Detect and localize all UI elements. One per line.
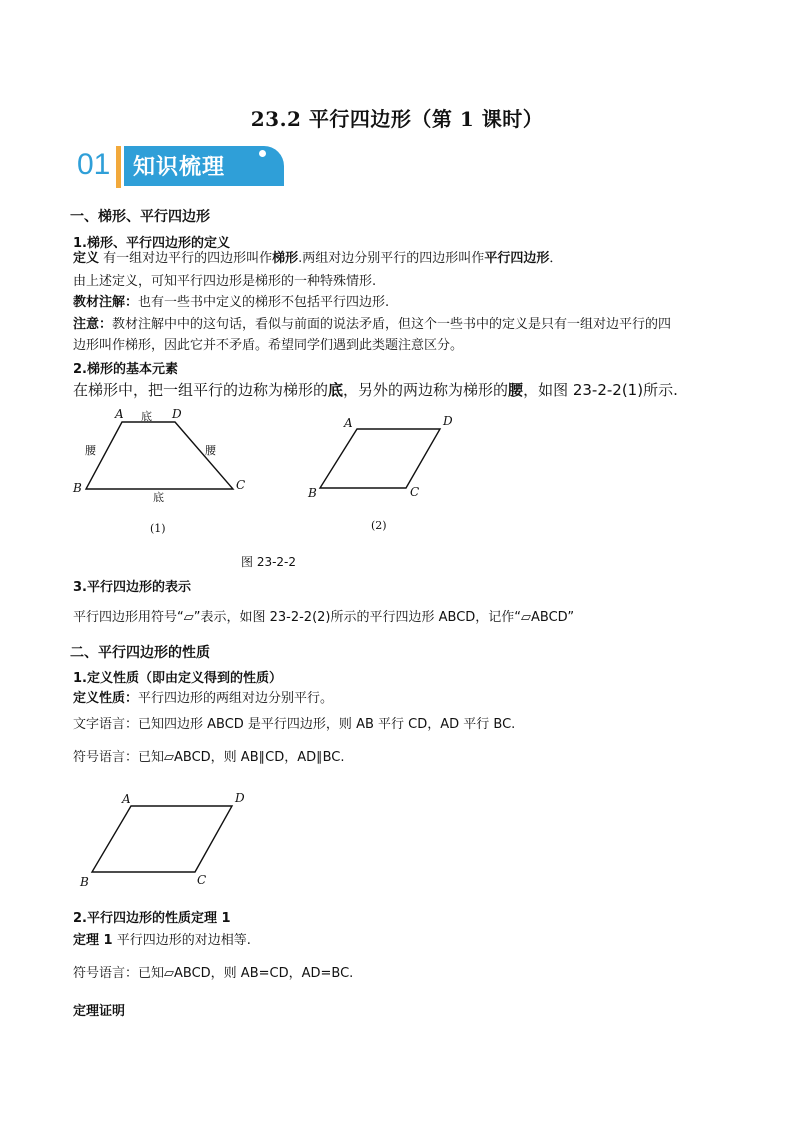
definition-text-a: 有一组对边平行的四边形叫作 (99, 251, 273, 266)
textbook-note-label: 教材注解： (73, 295, 139, 310)
elements-text-c: ，如图 23-2-2(1)所示. (523, 381, 678, 399)
section-number: 01 (77, 148, 111, 181)
parallelogram-3-label-a: A (122, 792, 131, 806)
subheading-definition: 1.梯形、平行四边形的定义 (73, 236, 230, 251)
heading-trapezoid-parallelogram: 一、梯形、平行四边形 (70, 209, 210, 225)
textbook-note-text: 也有一些书中定义的梯形不包括平行四边形. (138, 295, 390, 310)
proof-heading: 定理证明 (73, 1004, 126, 1019)
caution-line-2: 边形叫作梯形，因此它并不矛盾。希望同学们遇到此类题注意区分。 (73, 338, 464, 353)
figure-1-caption: (1) (150, 522, 166, 535)
symbol-language-line-2: 符号语言：已知▱ABCD，则 AB=CD，AD=BC. (73, 966, 354, 981)
trapezoid-left-leg-label: 腰 (85, 444, 96, 457)
page-title: 23.2 平行四边形（第 1 课时） (250, 107, 544, 131)
parallelogram-3-label-b: B (80, 875, 89, 889)
trapezoid-label-b: B (73, 481, 82, 495)
word-language-line: 文字语言：已知四边形 ABCD 是平行四边形，则 AB 平行 CD，AD 平行 BC. (73, 717, 516, 732)
heading-properties: 二、平行四边形的性质 (70, 645, 210, 661)
parallelogram-2-label-a: A (344, 416, 353, 430)
parallelogram-2-label-d: D (443, 414, 453, 428)
definition-property-label: 定义性质： (73, 691, 139, 706)
subheading-representation: 3.平行四边形的表示 (73, 580, 191, 595)
trapezoid-label-c: C (236, 478, 246, 492)
theorem-1-line (73, 932, 251, 950)
trapezoid-top-base-label: 底 (141, 410, 152, 423)
term-trapezoid: 梯形 (272, 251, 299, 266)
parallelogram-3-label-d: D (235, 791, 245, 805)
parallelogram-3-shape (92, 806, 232, 872)
subheading-theorem-1: 2.平行四边形的性质定理 1 (73, 911, 231, 926)
trapezoid-right-leg-label: 腰 (205, 444, 216, 457)
subheading-basic-elements: 2.梯形的基本元素 (73, 362, 178, 377)
symbol-language-line: 符号语言：已知▱ABCD，则 AB∥CD，AD∥BC. (73, 750, 345, 765)
definition-label: 定义 (73, 251, 100, 266)
theorem-1-label: 定理 1 (73, 933, 113, 948)
theorem-1-text: 平行四边形的对边相等. (112, 933, 251, 948)
definition-property-text: 平行四边形的两组对边分别平行。 (138, 691, 334, 706)
trapezoid-label-a: A (115, 407, 124, 421)
special-case-line: 由上述定义，可知平行四边形是梯形的一种特殊情形. (73, 274, 377, 289)
elements-text-a: 在梯形中，把一组平行的边称为梯形的 (73, 381, 329, 399)
caution-label: 注意： (73, 317, 113, 332)
definition-text-b: .两组对边分别平行的四边形叫作 (298, 251, 485, 266)
figure-caption: 图 23-2-2 (241, 555, 297, 569)
term-base: 底 (328, 381, 344, 399)
trapezoid-bottom-base-label: 底 (153, 491, 164, 504)
parallelogram-2-label-b: B (308, 486, 317, 500)
elements-text-b: ，另外的两边称为梯形的 (343, 381, 509, 399)
parallelogram-2-label-c: C (410, 485, 420, 499)
section-label: 知识梳理 (133, 155, 226, 180)
representation-line: 平行四边形用符号“▱”表示，如图 23-2-2(2)所示的平行四边形 ABCD，记作“▱ABCD” (73, 610, 575, 625)
caution-text-1: 教材注解中中的这句话，看似与前面的说法矛盾，但这个一些书中的定义是只有一组对边平行的四 (112, 317, 672, 332)
term-leg: 腰 (508, 381, 524, 399)
parallelogram-3-label-c: C (197, 873, 207, 887)
term-parallelogram: 平行四边形 (484, 251, 550, 266)
trapezoid-label-d: D (172, 407, 182, 421)
definition-text-c: ． (549, 251, 563, 266)
figure-2-caption: (2) (371, 519, 387, 532)
subheading-definition-property: 1.定义性质（即由定义得到的性质） (73, 671, 282, 686)
